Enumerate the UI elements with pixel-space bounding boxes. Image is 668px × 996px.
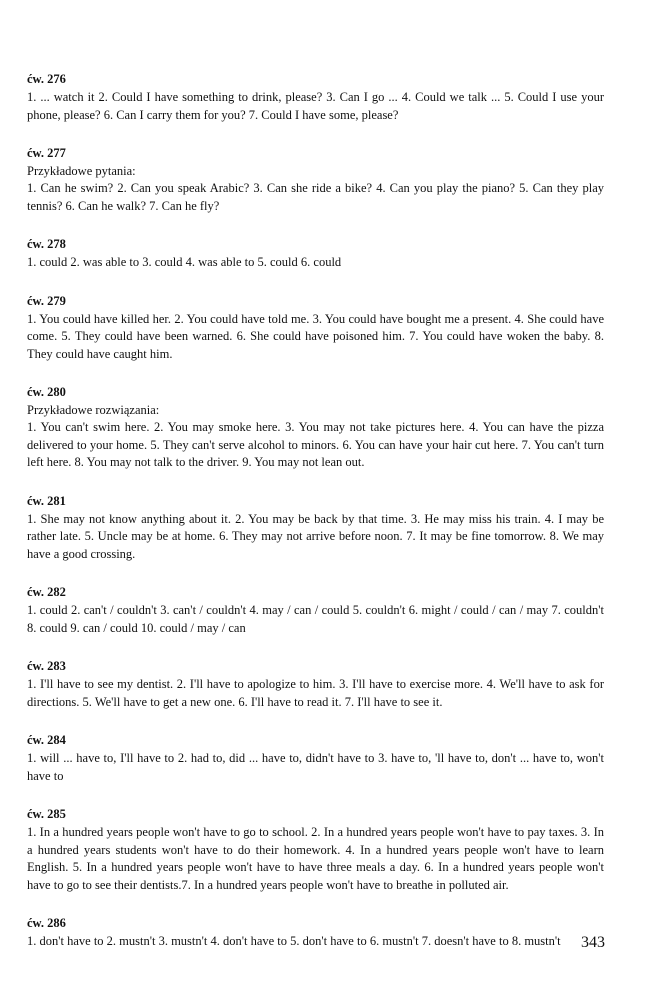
exercise-title: ćw. 286 (27, 916, 66, 930)
answer-key-page (27, 71, 604, 972)
exercise-title: ćw. 280 (27, 385, 66, 399)
exercise-title: ćw. 277 (27, 146, 66, 160)
exercise-title: ćw. 283 (27, 659, 66, 673)
exercise-284 (27, 732, 604, 785)
exercise-title: ćw. 284 (27, 733, 66, 747)
exercise-answers: 1. Can he swim? 2. Can you speak Arabic? 3. Can she ride a bike? 4. Can you play the piano? 5. Can they play tennis? 6. Can he walk? 7. Can he fly? (27, 181, 604, 213)
exercise-answers: 1. could 2. was able to 3. could 4. was able to 5. could 6. could (27, 255, 342, 269)
exercise-278 (27, 236, 604, 272)
exercise-283 (27, 658, 604, 711)
page-number: 343 (581, 934, 605, 951)
exercise-title: ćw. 276 (27, 72, 66, 86)
exercise-answers: 1. I'll have to see my dentist. 2. I'll have to apologize to him. 3. I'll have to exercise more. 4. We'll have to ask for directions. 5. We'll have to get a new one. 6. I'll have to read it. 7. I'll have to see it. (27, 677, 604, 709)
exercise-title: ćw. 279 (27, 293, 66, 308)
exercise-subtitle: Przykładowe pytania: (27, 164, 136, 178)
exercise-279 (27, 293, 604, 364)
exercise-answers: 1. could 2. can't / couldn't 3. can't / couldn't 4. may / can / could 5. couldn't 6. might / could / can / may 7. couldn't 8. could 9. can / could 10. could / may / can (27, 603, 604, 635)
exercise-answers: 1. don't have to 2. mustn't 3. mustn't 4. don't have to 5. don't have to 6. mustn't 7. doesn't have to 8. mustn't (27, 934, 561, 948)
exercise-answers: 1. will ... have to, I'll have to 2. had to, did ... have to, didn't have to 3. have to, 'll have to, don't ... have to, won't have to (27, 751, 604, 783)
exercise-answers: 1. In a hundred years people won't have to go to school. 2. In a hundred years people won't have to pay taxes. 3. In a hundred years students won't have to do their homework. 4. In a hundred years people won't have to learn English. 5. In a hundred years people won't have to have three meals a day. 6. In a hundred years people won't have to go to see their dentists.7. In a hundred years people won't have to breathe in polluted air. (27, 825, 604, 892)
exercise-title: ćw. 281 (27, 493, 66, 508)
exercise-280 (27, 384, 604, 472)
exercise-285 (27, 806, 604, 894)
exercise-281 (27, 493, 604, 564)
exercise-answers: 1. ... watch it 2. Could I have something to drink, please? 3. Can I go ... 4. Could we talk ... 5. Could I use your phone, please? 6. Can I carry them for you? 7. Could I have some, please? (27, 90, 604, 122)
exercise-277 (27, 145, 604, 215)
exercise-answers: 1. She may not know anything about it. 2. You may be back by that time. 3. He may miss his train. 4. I may be rather late. 5. Uncle may be at home. 6. They may not arrive before noon. 7. It may be fine tomorrow. 8. We may have a good crossing. (27, 511, 604, 561)
exercise-282 (27, 584, 604, 637)
exercise-answers: 1. You could have killed her. 2. You could have told me. 3. You could have bought me a present. 4. She could have come. 5. They could have been warned. 6. She could have poisoned him. 7. You could have woken the baby. 8. They could have caught him. (27, 311, 604, 361)
exercise-answers: 1. You can't swim here. 2. You may smoke here. 3. You may not take pictures here. 4. You can have the pizza delivered to your home. 5. They can't serve alcohol to minors. 6. You can have your hair cut here. 7. You can't turn left here. 8. You may not talk to the driver. 9. You may not lean out. (27, 420, 604, 469)
exercise-title: ćw. 282 (27, 585, 66, 599)
exercise-title: ćw. 285 (27, 807, 66, 821)
exercise-276 (27, 71, 604, 124)
exercise-subtitle: Przykładowe rozwiązania: (27, 403, 160, 417)
exercise-title: ćw. 278 (27, 237, 66, 251)
exercise-286 (27, 915, 604, 951)
